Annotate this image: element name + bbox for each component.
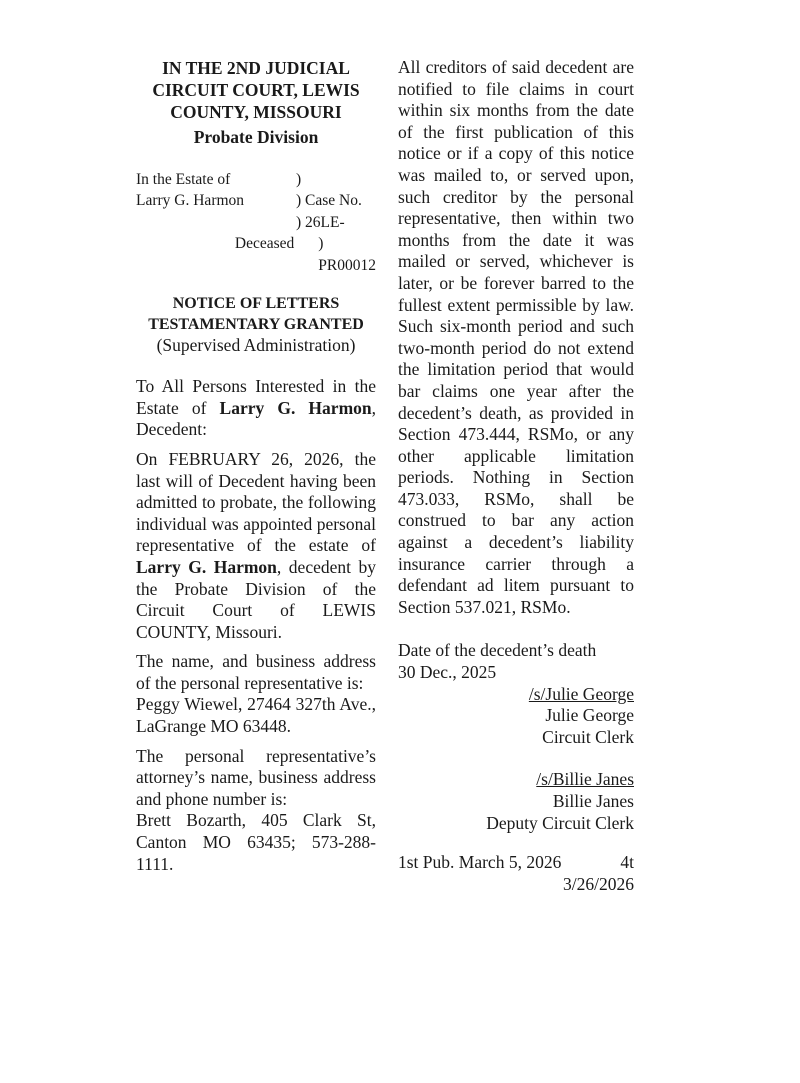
- notice-title-line-2: TESTAMENTARY GRANTED: [148, 315, 364, 333]
- creditors-paragraph: All creditors of said decedent are notified to file claims in court within six months from the date of the first publication of this notice or if a copy of this notice was mailed to, or served upon, such creditor by the personal representative, then within two months from the date it was mailed or served, whichever is later, or be forever barred to the fullest extent permissible by law. Such six-month period and such two-month period do not extend the limitation period that would bar claims one year after the decedent’s death, as provided in Section 473.444, RSMo, or any other applicable limitation periods. Nothing in Section 473.033, RSMo, shall be construed to bar any action against a decedent’s liability insurance carrier through a defendant ad litem pursuant to Section 537.021, RSMo.: [398, 57, 634, 617]
- notice-title: [136, 293, 376, 335]
- text-span: , decedent by the Probate Division of the Circuit Court of LEWIS COUNTY, Missouri.: [136, 556, 377, 642]
- case-number-part-2: ) PR00012: [318, 235, 377, 274]
- text-span: On FEBRUARY 26, 2026, the last will of Decedent having been admitted to probate, the following individual was appointed personal representative of the estate of: [136, 448, 376, 556]
- left-column: [136, 57, 376, 883]
- publication-count: 4t: [620, 852, 634, 873]
- court-heading: [136, 57, 376, 123]
- death-date-block: [398, 640, 634, 683]
- publication-end-date: 3/26/2026: [563, 873, 634, 894]
- court-line-1: IN THE 2ND JUDICIAL: [162, 58, 350, 78]
- clerk-name: Julie George: [545, 705, 634, 726]
- case-number-label: ) Case No.: [296, 192, 362, 210]
- clerk-signature: /s/Julie George: [528, 683, 634, 704]
- case-number-part-1: ) 26LE-: [296, 213, 345, 231]
- clerk-signature-block: [398, 684, 634, 749]
- notice-subtitle: (Supervised Administration): [156, 334, 356, 355]
- first-publication-date: 1st Pub. March 5, 2026: [398, 852, 562, 873]
- case-caption: [136, 169, 376, 277]
- deputy-name: Billie Janes: [552, 791, 634, 811]
- deceased-label: Deceased: [234, 235, 295, 253]
- deputy-signature-block: [398, 769, 634, 834]
- attorney-address-paragraph: Brett Bozarth, 405 Clark St, Canton MO 63435; 573-288-1111.: [136, 810, 376, 874]
- representative-address-paragraph: Peggy Wiewel, 27464 327th Ave., LaGrange MO 63448.: [136, 694, 376, 737]
- division-title: Probate Division: [193, 127, 319, 147]
- decedent-name-bold: Larry G. Harmon: [219, 397, 372, 418]
- appointment-paragraph: [136, 449, 376, 643]
- text-span: To All Persons Interested in the Estate of: [136, 376, 376, 418]
- notice-title-line-1: NOTICE OF LETTERS: [172, 294, 340, 312]
- estate-label: In the Estate of: [136, 170, 231, 188]
- caption-paren: ): [296, 170, 302, 188]
- attorney-label-paragraph: The personal representative’s attorney’s name, business address and phone number is:: [136, 745, 376, 809]
- representative-label-paragraph: The name, and business address of the personal representative is:: [136, 651, 376, 693]
- death-date-label: Date of the decedent’s death: [398, 640, 597, 661]
- decedent-name: Larry G. Harmon: [136, 192, 245, 210]
- publication-row: [398, 852, 634, 874]
- court-line-2: CIRCUIT COURT, LEWIS: [152, 80, 360, 100]
- address-paragraph: [136, 376, 376, 441]
- clerk-title: Circuit Clerk: [542, 726, 634, 747]
- deputy-title: Deputy Circuit Clerk: [486, 812, 634, 833]
- decedent-name-bold: Larry G. Harmon: [136, 556, 277, 577]
- death-date-value: 30 Dec., 2025: [398, 662, 497, 683]
- court-line-3: COUNTY, MISSOURI: [170, 102, 342, 122]
- right-column: [398, 57, 634, 895]
- deputy-signature: /s/Billie Janes: [536, 769, 634, 790]
- text-span: , Decedent:: [136, 397, 377, 440]
